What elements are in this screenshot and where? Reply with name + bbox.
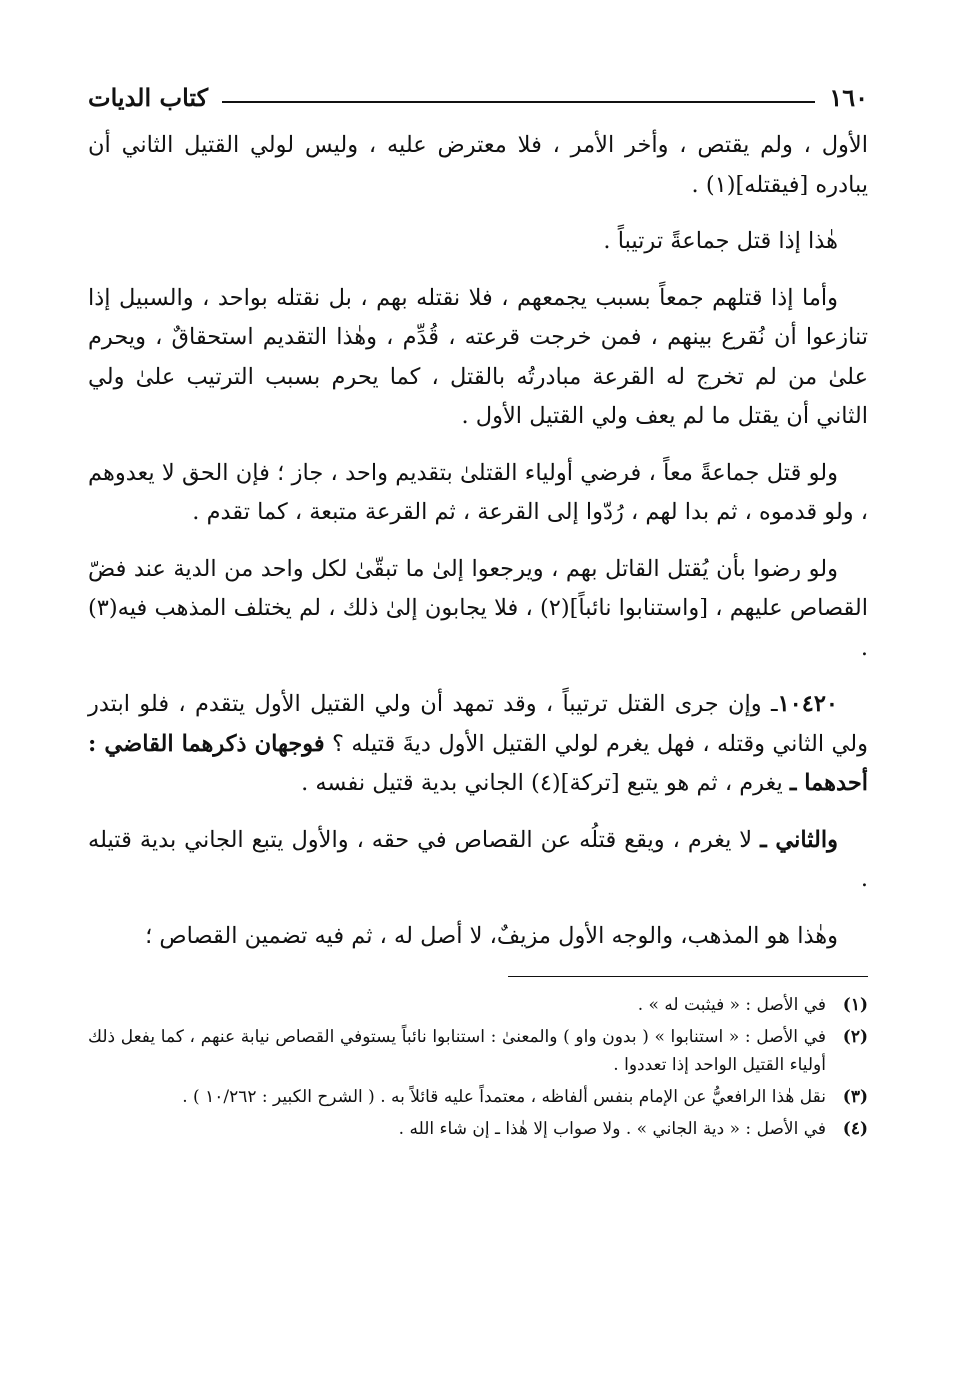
first-view-text: يغرم ، ثم هو يتبع [تركة](٤) الجاني بدية قتيل نفسه . [301, 770, 783, 796]
running-header [88, 72, 868, 112]
footnote-text: في الأصل : « استنابوا » ( بدون واو ) والمعنىٰ : استنابوا نائباً يستوفي القصاص نيابة عنهم ، كما يفعل ذلك أولياء القتيل الواحد إذا تعددوا . [88, 1027, 826, 1075]
second-view-label: والثاني ـ [760, 826, 839, 853]
paragraph-continuation: الأول ، ولم يقتص ، وأخر الأمر ، فلا معترض عليه ، وليس لولي القتيل الثاني أن يبادره [فيقتله](١) . [88, 132, 868, 198]
footnote-number: (٢) [842, 1027, 868, 1047]
book-page [88, 72, 868, 1147]
paragraph: ولو قتل جماعةً معاً ، فرضي أولياء القتلىٰ بتقديم واحد ، جاز ؛ فإن الحق لا يعدوهم ، ولو قدموه ، ثم بدا لهم ، رُدّوا إلى القرعة ، ثم القرعة متبعة ، كما تقدم . [88, 459, 868, 525]
main-text [88, 126, 868, 956]
first-view-label: أحدهما ـ [789, 770, 868, 796]
paragraph-bold-text: فوجهان ذكرهما القاضي : [88, 730, 325, 757]
footnote [88, 1083, 868, 1111]
footnote [88, 1023, 868, 1079]
footnote-number: (٣) [842, 1087, 868, 1107]
paragraph-number: ١٠٤٢٠ [777, 691, 838, 717]
footnote-text: نقل هٰذا الرافعيُّ عن الإمام بنفس ألفاظه ، معتمداً عليه قائلاً به . ( الشرح الكبير : ١٠/٢٦٢ ) . [182, 1087, 826, 1107]
page-number: ١٦٠ [829, 83, 868, 112]
second-view-text: لا يغرم ، ويقع قتلُه عن القصاص في حقه ، والأول يتبع الجاني بدية قتيله . [88, 826, 868, 892]
footnote-number: (٤) [842, 1119, 868, 1139]
footnote [88, 1115, 868, 1143]
paragraph: وأما إذا قتلهم جمعاً بسبب يجمعهم ، فلا نقتله بهم ، بل نقتله بواحد ، والسبيل إذا تنازعوا أن نُقرع بينهم ، فمن خرجت قرعته ، قُدِّم ، وهٰذا التقديم استحقاقٌ ، ويحرم علىٰ من لم تخرج له القرعة مبادرتُه بالقتل ، كما يحرم بسبب الترتيب علىٰ ولي الثاني أن يقتل ما لم يعف ولي القتيل الأول . [88, 284, 868, 429]
footnote [88, 991, 868, 1019]
footnotes [88, 991, 868, 1143]
paragraph [88, 821, 868, 900]
paragraph: وهٰذا هو المذهب، والوجه الأول مزيفٌ، لا أصل له ، ثم فيه تضمين القصاص ؛ [145, 922, 838, 949]
paragraph-numbered [88, 685, 868, 804]
book-title: كتاب الديات [88, 83, 209, 112]
paragraph: هٰذا إذا قتل جماعةً ترتيباً . [603, 228, 838, 254]
paragraph-text: ـ وإن جرى القتل ترتيباً ، وقد تمهد أن ولي القتيل الأول يتقدم ، فلو ابتدر ولي الثاني وقتله ، فهل يغرم لولي القتيل الأول ديةَ قتيله ؟ [88, 691, 868, 757]
footnote-text: في الأصل : « دية الجاني » . ولا صواب إلا هٰذا ـ إن شاء الله . [398, 1119, 826, 1139]
paragraph: ولو رضوا بأن يُقتل القاتل بهم ، ويرجعوا إلىٰ ما تبقّىٰ لكل واحد من الدية عند فضّ القصاص عليهم ، [واستنابوا نائباً](٢) ، فلا يجابون إلىٰ ذلك ، لم يختلف المذهب فيه(٣) . [88, 555, 869, 661]
footnote-divider [508, 976, 868, 977]
header-rule [222, 101, 815, 103]
footnote-text: في الأصل : « فيثبت له » . [637, 995, 826, 1015]
footnote-number: (١) [842, 995, 868, 1015]
